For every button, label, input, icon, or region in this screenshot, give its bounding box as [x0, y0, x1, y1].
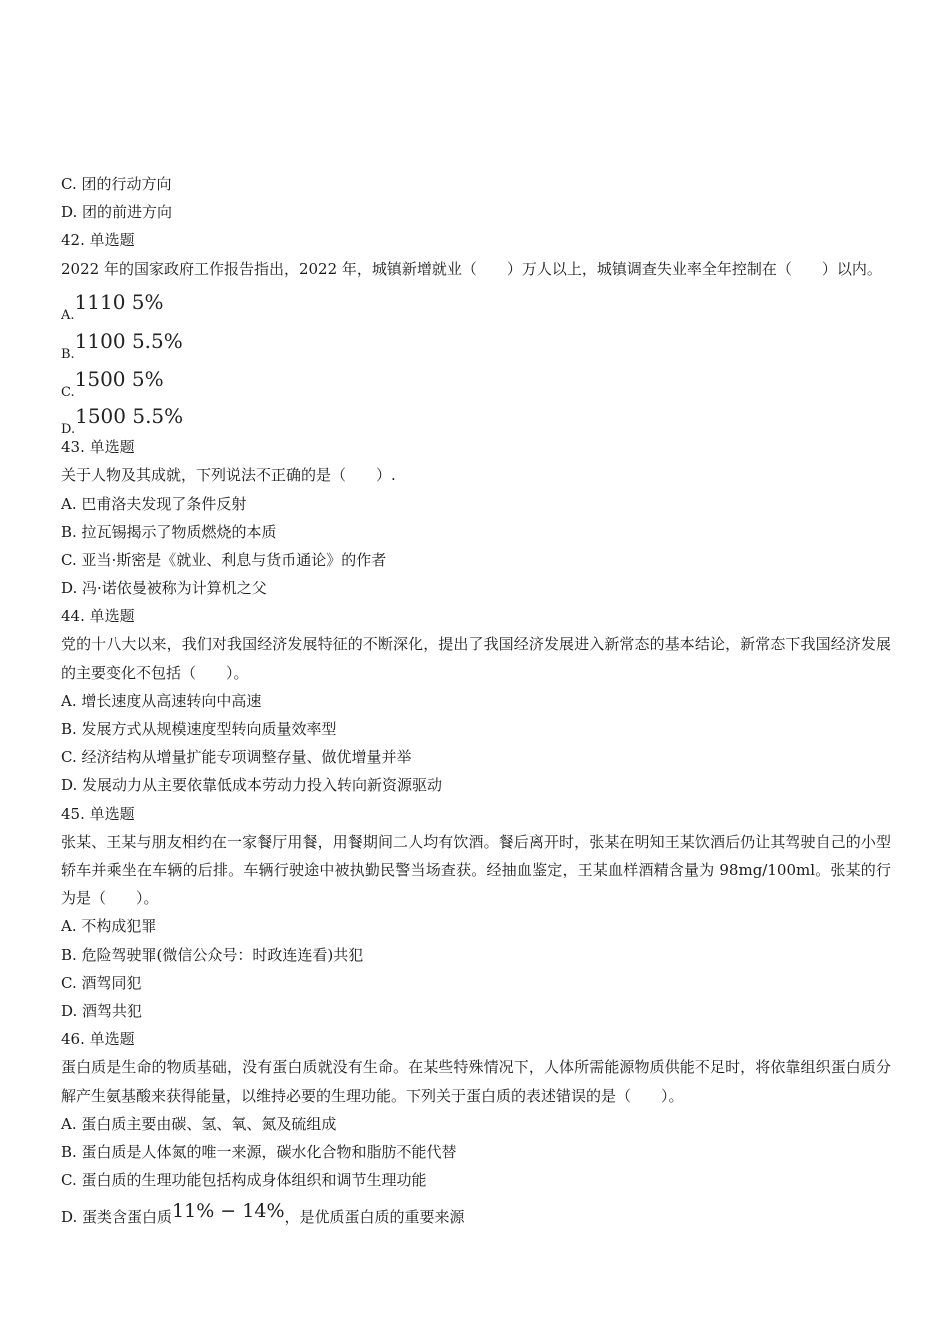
q42-option-b: [61, 322, 891, 361]
q44-stem: 党的十八大以来，我们对我国经济发展特征的不断深化，提出了我国经济发展进入新常态的基本结论，新常态下我国经济发展的主要变化不包括（ ）。: [61, 635, 891, 682]
q46-option-d: [61, 1194, 891, 1228]
q46-option-c: C. 蛋白质的生理功能包括构成身体组织和调节生理功能: [61, 1171, 427, 1190]
q44-header: 44. 单选题: [61, 607, 135, 626]
q46-option-a: A. 蛋白质主要由碳、氢、氧、氮及硫组成: [61, 1114, 337, 1133]
q43-header: 43. 单选题: [61, 438, 135, 457]
q45-option-c: C. 酒驾同犯: [61, 973, 142, 992]
q45-header: 45. 单选题: [61, 804, 135, 823]
q42-header: 42. 单选题: [61, 231, 135, 250]
q46-header: 46. 单选题: [61, 1030, 135, 1049]
q45-option-b: B. 危险驾驶罪(微信公众号：时政连连看)共犯: [61, 945, 364, 964]
q44-option-d: D. 发展动力从主要依靠低成本劳动力投入转向新资源驱动: [61, 776, 443, 795]
q43-stem: 关于人物及其成就，下列说法不正确的是（ ）.: [61, 466, 396, 485]
q43-option-c: C. 亚当·斯密是《就业、利息与货币通论》的作者: [61, 550, 387, 569]
q42-option-d-value: 1500 5.5%: [75, 404, 184, 429]
q46-stem: 蛋白质是生命的物质基础，没有蛋白质就没有生命。在某些特殊情况下，人体所需能源物质供能不足时，将依靠组织蛋白质分解产生氨基酸来获得能量，以维持必要的生理功能。下列关于蛋白质的表述错误的是（ ）。: [61, 1058, 891, 1105]
q44-option-b: B. 发展方式从规模速度型转向质量效率型: [61, 720, 337, 739]
q46-option-d-prefix: D. 蛋类含蛋白质: [61, 1208, 173, 1227]
q44-option-a: A. 增长速度从高速转向中高速: [61, 691, 262, 710]
q46-option-d-math: 11% − 14%: [172, 1200, 285, 1223]
q42-option-b-value: 1100 5.5%: [74, 328, 183, 353]
q43-option-d: D. 冯·诺依曼被称为计算机之父: [61, 579, 267, 598]
q45-option-a: A. 不构成犯罪: [61, 917, 157, 936]
q42-stem: 2022 年的国家政府工作报告指出，2022 年，城镇新增就业（ ）万人以上，城镇调查失业率全年控制在（ ）以内。: [61, 259, 882, 278]
q42-option-c-label: C.: [61, 385, 75, 401]
q41-option-d: D. 团的前进方向: [61, 203, 173, 222]
q42-option-a-label: A.: [61, 307, 75, 323]
q42-option-b-label: B.: [61, 346, 75, 362]
q46-option-b: B. 蛋白质是人体氮的唯一来源，碳水化合物和脂肪不能代替: [61, 1142, 457, 1161]
q42-option-d-label: D.: [61, 422, 76, 438]
q45-option-d: D. 酒驾共犯: [61, 1001, 143, 1020]
exam-page: [61, 170, 891, 1228]
q42-option-d: [61, 399, 891, 438]
q42-option-c-value: 1500 5%: [74, 367, 164, 392]
q46-option-d-suffix: ，是优质蛋白质的重要来源: [284, 1208, 465, 1227]
q45-stem: 张某、王某与朋友相约在一家餐厅用餐，用餐期间二人均有饮酒。餐后离开时，张某在明知王某饮酒后仍让其驾驶自己的小型轿车并乘坐在车辆的后排。车辆行驶途中被执勤民警当场查获。经抽血鉴定，王某血样酒精含量为 98mg/100ml。张某的行为是（ ）。: [61, 832, 891, 908]
q43-option-a: A. 巴甫洛夫发现了条件反射: [61, 494, 247, 513]
q42-option-c: [61, 360, 891, 399]
q43-option-b: B. 拉瓦锡揭示了物质燃烧的本质: [61, 522, 277, 541]
q41-option-c: C. 团的行动方向: [61, 175, 172, 193]
q42-option-a: [61, 283, 891, 322]
q44-option-c: C. 经济结构从增量扩能专项调整存量、做优增量并举: [61, 748, 412, 767]
q42-option-a-value: 1110 5%: [74, 289, 164, 314]
